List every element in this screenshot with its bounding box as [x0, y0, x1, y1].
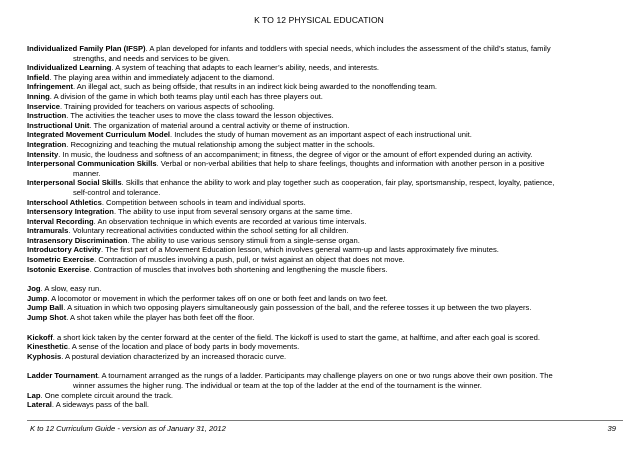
glossary-term: Lap — [27, 390, 41, 400]
glossary-entry — [27, 284, 623, 294]
glossary-definition: . An observation technique in which events are recorded at various time intervals. — [93, 216, 367, 226]
glossary-list — [27, 44, 623, 410]
glossary-term: Integration — [27, 139, 67, 149]
glossary-term: Isotonic Exercise — [27, 264, 90, 274]
page-header-title: K TO 12 PHYSICAL EDUCATION — [254, 15, 384, 25]
glossary-definition: . A locomotor or movement in which the performer takes off on one or both feet and lands on two feet. — [47, 293, 388, 303]
glossary-term: Individualized Learning — [27, 63, 112, 73]
glossary-definition: . In music, the loudness and softness of an accompaniment; in fitness, the degree of vigor or the amount of effort expended during an activity. — [58, 149, 533, 159]
glossary-entry — [27, 303, 623, 313]
glossary-definition: . The first part of a Movement Education lesson, which involves general warm-up and lasts approximately five minutes. — [100, 245, 499, 255]
glossary-definition: . Skills that enhance the ability to work and play together such as cooperation, fair play, sportsmanship, respect, loyalty, patience, — [121, 178, 555, 188]
glossary-entry — [27, 102, 623, 112]
glossary-term: Infringement — [27, 82, 73, 92]
glossary-term: Jog — [27, 284, 41, 294]
glossary-definition-continuation: manner. — [73, 168, 101, 178]
glossary-definition: . A tournament arranged as the rungs of a ladder. Participants may challenge players on one or two rungs above their own position. The — [97, 371, 553, 381]
glossary-definition: . A sense of the location and place of body parts in body movements. — [67, 342, 300, 352]
glossary-entry — [27, 294, 623, 304]
glossary-definition: . Voluntary recreational activities conducted within the school setting for all children. — [68, 226, 349, 236]
glossary-entry — [27, 44, 623, 63]
glossary-term: Ladder Tournament — [27, 371, 98, 381]
glossary-entry — [27, 217, 623, 227]
glossary-entry — [27, 159, 623, 178]
glossary-definition: . An illegal act, such as being offside, that results in an indirect kick being awarded to the nonoffending team. — [73, 82, 438, 92]
glossary-definition: . One complete circuit around the track. — [40, 390, 174, 400]
glossary-entry — [27, 333, 623, 343]
glossary-entry — [27, 82, 623, 92]
glossary-entry — [27, 92, 623, 102]
glossary-entry — [27, 342, 623, 352]
section-spacer — [27, 361, 623, 371]
glossary-definition: . A plan developed for infants and toddlers with special needs, which includes the assessment of the child’s status, family — [145, 44, 551, 53]
glossary-entry — [27, 207, 623, 217]
glossary-definition-continuation: strengths, and needs and services to be given. — [73, 53, 231, 63]
glossary-entry — [27, 391, 623, 401]
glossary-definition: . A division of the game in which both teams play until each has three players out. — [49, 91, 323, 101]
glossary-entry — [27, 111, 623, 121]
glossary-entry — [27, 352, 623, 362]
glossary-term: Inservice — [27, 101, 60, 111]
glossary-entry — [27, 226, 623, 236]
glossary-term: Infield — [27, 72, 50, 82]
glossary-definition: . The ability to use input from several sensory organs at the same time. — [113, 207, 353, 217]
glossary-term: Interpersonal Communication Skills — [27, 159, 157, 169]
glossary-term: Intersensory Integration — [27, 207, 114, 217]
glossary-entry — [27, 236, 623, 246]
glossary-definition: . Verbal or non-verbal abilities that help to share feelings, thoughts and information with another person in a positive — [156, 159, 545, 169]
glossary-entry — [27, 73, 623, 83]
glossary-entry — [27, 121, 623, 131]
glossary-definition: . Recognizing and teaching the mutual relationship among the subject matter in the schools. — [66, 139, 375, 149]
glossary-entry — [27, 140, 623, 150]
glossary-term: Kickoff — [27, 332, 53, 342]
glossary-definition: . Contraction of muscles involving a push, pull, or twist against an object that does not move. — [94, 255, 405, 265]
glossary-entry — [27, 313, 623, 323]
glossary-definition: . Includes the study of human movement as an important aspect of each instructional unit. — [170, 130, 472, 140]
glossary-term: Lateral — [27, 400, 52, 410]
glossary-term: Kyphosis — [27, 351, 62, 361]
glossary-definition: . The activities the teacher uses to move the class toward the lesson objectives. — [66, 111, 334, 121]
glossary-definition: . Contraction of muscles that involves both shortening and lengthening the muscle fibers. — [89, 264, 388, 274]
glossary-entry — [27, 150, 623, 160]
glossary-term: Individualized Family Plan (IFSP) — [27, 44, 146, 53]
glossary-entry — [27, 371, 623, 390]
glossary-term: Inning — [27, 91, 50, 101]
glossary-definition: . The organization of material around a central activity or theme of instruction. — [89, 120, 350, 130]
glossary-definition: . A sideways pass of the ball. — [51, 400, 149, 410]
glossary-entry — [27, 255, 623, 265]
glossary-definition: . The playing area within and immediately adjacent to the diamond. — [49, 72, 275, 82]
glossary-entry — [27, 63, 623, 73]
glossary-definition: . a short kick taken by the center forward at the center of the field. The kickoff is used to start the game, at halftime, and after each goal is scored. — [52, 332, 540, 342]
glossary-entry — [27, 178, 623, 197]
glossary-term: Intrasensory Discrimination — [27, 235, 128, 245]
glossary-definition: . Competition between schools in team and individual sports. — [101, 197, 306, 207]
section-spacer — [27, 274, 623, 284]
glossary-term: Interschool Athletics — [27, 197, 102, 207]
glossary-term: Intensity — [27, 149, 59, 159]
glossary-definition: . A system of teaching that adapts to each learner’s ability, needs, and interests. — [111, 63, 380, 73]
glossary-definition-continuation: self-control and tolerance. — [73, 187, 161, 197]
glossary-definition: . The ability to use various sensory stimuli from a single-sense organ. — [127, 235, 360, 245]
glossary-term: Jump — [27, 293, 48, 303]
glossary-entry — [27, 265, 623, 275]
glossary-term: Instruction — [27, 111, 67, 121]
glossary-entry — [27, 400, 623, 410]
glossary-term: Jump Ball — [27, 303, 64, 313]
glossary-entry — [27, 245, 623, 255]
glossary-definition: . A shot taken while the player has both feet off the floor. — [66, 313, 255, 323]
glossary-term: Integrated Movement Curriculum Model — [27, 130, 171, 140]
page-number: 39 — [607, 424, 616, 433]
glossary-definition: . A slow, easy run. — [40, 284, 102, 294]
glossary-term: Introductory Activity — [27, 245, 101, 255]
glossary-term: Kinesthetic — [27, 342, 68, 352]
glossary-term: Interpersonal Social Skills — [27, 178, 122, 188]
glossary-term: Instructional Unit — [27, 120, 90, 130]
footer-guide-version: K to 12 Curriculum Guide - version as of January 31, 2012 — [30, 424, 226, 433]
glossary-definition: . A postural deviation characterized by an increased thoracic curve. — [61, 351, 287, 361]
glossary-definition-continuation: winner assumes the higher rung. The individual or team at the top of the ladder at the end of the tournament is the winner. — [73, 381, 482, 390]
glossary-term: Isometric Exercise — [27, 255, 95, 265]
glossary-entry — [27, 198, 623, 208]
glossary-definition: . A situation in which two opposing players simultaneously gain possession of the ball, and the referee tosses it up between the two players. — [63, 303, 532, 313]
glossary-term: Interval Recording — [27, 216, 94, 226]
section-spacer — [27, 323, 623, 333]
glossary-entry — [27, 130, 623, 140]
glossary-term: Intramurals — [27, 226, 69, 236]
glossary-definition: . Training provided for teachers on various aspects of schooling. — [59, 101, 275, 111]
footer-divider — [27, 420, 623, 421]
glossary-term: Jump Shot — [27, 313, 67, 323]
